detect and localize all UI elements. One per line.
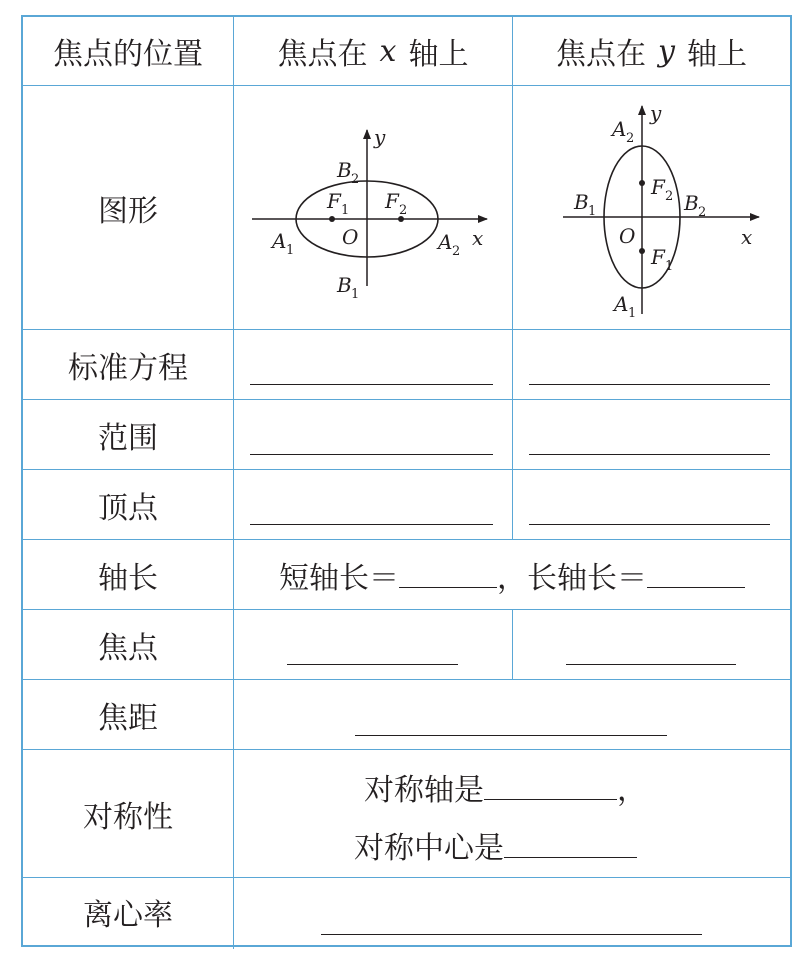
row-label-foci xyxy=(23,610,233,679)
a2-subscript: 2 xyxy=(452,244,461,259)
a2-label: A xyxy=(438,230,453,254)
row-label-figure xyxy=(23,86,233,329)
focus-f2-dot xyxy=(639,180,645,186)
row-label-axis-length xyxy=(23,540,233,609)
major-axis-text: ，长轴长＝ xyxy=(497,560,647,596)
header-focus-position-label: 焦点的位置 xyxy=(53,37,203,72)
header-y-post: 轴上 xyxy=(686,37,747,72)
b1-label: B xyxy=(574,190,589,214)
ellipse-figure-y-axis xyxy=(513,86,790,329)
header-x-var: x xyxy=(379,33,397,69)
blank-standard-equation-x[interactable] xyxy=(250,384,493,385)
header-focus-on-y xyxy=(513,17,790,85)
focus-f1-dot xyxy=(329,216,335,222)
symmetry-axis-line xyxy=(234,765,790,809)
eccentricity-label: 离心率 xyxy=(83,897,173,933)
row-label-focal-distance xyxy=(23,680,233,749)
column-divider-2-foci xyxy=(512,609,513,679)
x-axis-label: x xyxy=(472,226,484,250)
f2-subscript: 2 xyxy=(665,189,674,204)
origin-label: O xyxy=(619,224,636,248)
ellipse-properties-table xyxy=(21,15,792,947)
b2-subscript: 2 xyxy=(698,205,707,220)
f1-label: F xyxy=(327,189,341,213)
blank-standard-equation-y[interactable] xyxy=(529,384,770,385)
ellipse-figure-x-axis xyxy=(234,86,512,329)
foci-label: 焦点 xyxy=(98,630,158,666)
symmetry-axis-text: 对称轴是 xyxy=(364,773,484,808)
f1-subscript: 1 xyxy=(341,203,350,218)
a2-label: A xyxy=(612,117,627,141)
row-label-range xyxy=(23,400,233,469)
blank-foci-y[interactable] xyxy=(566,664,736,665)
a2-subscript: 2 xyxy=(626,131,635,146)
y-axis-label: y xyxy=(650,101,662,125)
origin-label: O xyxy=(342,225,359,249)
standard-equation-label: 标准方程 xyxy=(68,350,188,386)
symmetry-center-text: 对称中心是 xyxy=(354,831,504,866)
header-x-pre: 焦点在 xyxy=(277,37,368,72)
figure-label: 图形 xyxy=(98,193,158,229)
a1-subscript: 1 xyxy=(286,243,295,258)
b1-subscript: 1 xyxy=(588,204,597,219)
blank-major-axis[interactable] xyxy=(647,586,745,588)
a1-subscript: 1 xyxy=(628,306,637,321)
blank-vertex-x[interactable] xyxy=(250,524,493,525)
blank-symmetry-center[interactable] xyxy=(504,856,637,858)
f1-label: F xyxy=(651,245,665,269)
focus-f1-dot xyxy=(639,248,645,254)
f2-subscript: 2 xyxy=(399,203,408,218)
blank-vertex-y[interactable] xyxy=(529,524,770,525)
symmetry-axis-comma: ， xyxy=(617,773,647,808)
header-focus-on-x xyxy=(234,17,512,85)
row-label-standard-equation xyxy=(23,330,233,399)
axis-length-content xyxy=(234,540,790,609)
f2-label: F xyxy=(651,175,665,199)
header-x-post: 轴上 xyxy=(408,37,469,72)
b2-label: B xyxy=(337,158,352,182)
row-label-symmetry xyxy=(23,750,233,877)
a1-label: A xyxy=(272,229,287,253)
blank-eccentricity[interactable] xyxy=(321,934,702,935)
row-label-eccentricity xyxy=(23,878,233,945)
header-focus-position xyxy=(23,17,233,85)
vertex-label: 顶点 xyxy=(98,490,158,526)
focal-distance-label: 焦距 xyxy=(98,700,158,736)
header-y-pre: 焦点在 xyxy=(556,37,647,72)
blank-focal-distance[interactable] xyxy=(355,735,667,736)
b2-label: B xyxy=(684,191,699,215)
blank-foci-x[interactable] xyxy=(287,664,458,665)
blank-symmetry-axis[interactable] xyxy=(484,798,617,800)
blank-minor-axis[interactable] xyxy=(399,586,497,588)
y-axis-label: y xyxy=(374,125,386,149)
b1-subscript: 1 xyxy=(351,287,360,302)
blank-range-y[interactable] xyxy=(529,454,770,455)
range-label: 范围 xyxy=(98,420,158,456)
row-label-vertex xyxy=(23,470,233,539)
blank-range-x[interactable] xyxy=(250,454,493,455)
x-axis-label: x xyxy=(741,225,753,249)
symmetry-center-line xyxy=(234,823,790,867)
b1-label: B xyxy=(337,273,352,297)
a1-label: A xyxy=(614,292,629,316)
minor-axis-text: 短轴长＝ xyxy=(279,560,399,596)
f2-label: F xyxy=(385,189,399,213)
f1-subscript: 1 xyxy=(665,259,674,274)
b2-subscript: 2 xyxy=(351,172,360,187)
symmetry-label: 对称性 xyxy=(83,799,173,835)
header-y-var: y xyxy=(658,33,675,69)
axis-length-label: 轴长 xyxy=(98,560,158,596)
